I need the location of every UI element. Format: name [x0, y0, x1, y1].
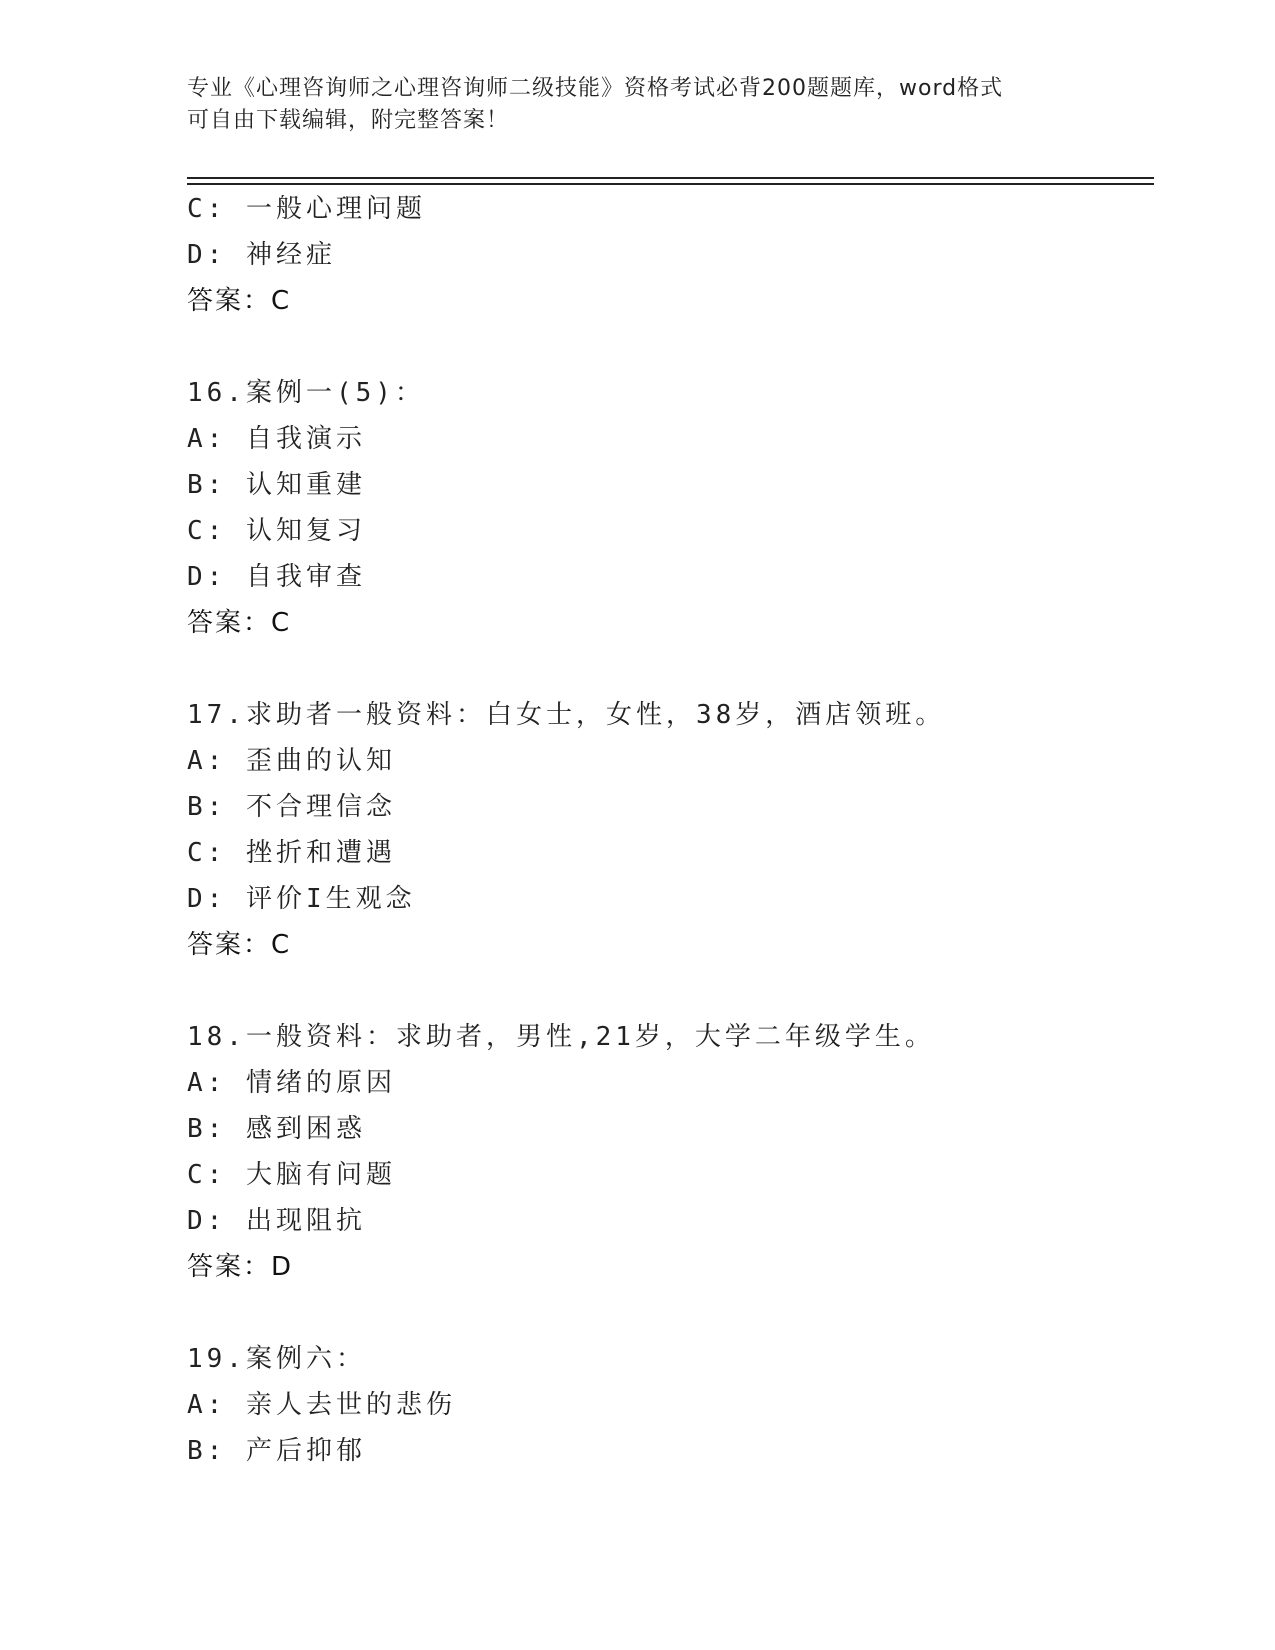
question-text: 17.求助者一般资料：白女士，女性，38岁，酒店领班。 — [187, 700, 946, 730]
header-divider-bottom — [187, 183, 1154, 185]
option-a: A: 歪曲的认知 — [187, 746, 396, 776]
option-c: C: 认知复习 — [187, 516, 366, 546]
header-divider-top — [187, 177, 1154, 179]
header-title-line-2: 可自由下载编辑，附完整答案！ — [187, 108, 510, 133]
option-b: B: 不合理信念 — [187, 792, 396, 822]
question-text: 16.案例一(5)： — [187, 378, 425, 408]
option-d: D: 自我审查 — [187, 562, 366, 592]
answer-line: 答案：C — [187, 286, 292, 316]
option-c: C: 大脑有问题 — [187, 1160, 396, 1190]
question-text: 19.案例六： — [187, 1344, 366, 1374]
option-b: B: 认知重建 — [187, 470, 366, 500]
spacer — [187, 646, 1147, 692]
answer-line: 答案：C — [187, 930, 292, 960]
answer-line: 答案：C — [187, 608, 292, 638]
question-block-17 — [187, 692, 1147, 968]
question-block-19 — [187, 1336, 1147, 1474]
header-title-line-1: 专业《心理咨询师之心理咨询师二级技能》资格考试必背200题题库，word格式 — [187, 76, 1004, 101]
option-a: A: 自我演示 — [187, 424, 366, 454]
question-block-15 — [187, 186, 1147, 324]
option-d: D: 评价I生观念 — [187, 884, 416, 914]
question-block-18 — [187, 1014, 1147, 1290]
option-b: B: 产后抑郁 — [187, 1436, 366, 1466]
question-text: 18.一般资料：求助者，男性,21岁，大学二年级学生。 — [187, 1022, 935, 1052]
spacer — [187, 968, 1147, 1014]
question-block-16 — [187, 370, 1147, 646]
option-a: A: 情绪的原因 — [187, 1068, 396, 1098]
spacer — [187, 1290, 1147, 1336]
spacer — [187, 324, 1147, 370]
answer-line: 答案：D — [187, 1252, 294, 1282]
option-b: B: 感到困惑 — [187, 1114, 366, 1144]
option-d: D: 神经症 — [187, 240, 336, 270]
option-c: C: 一般心理问题 — [187, 194, 426, 224]
document-header — [187, 73, 1067, 137]
option-d: D: 出现阻抗 — [187, 1206, 366, 1236]
option-a: A: 亲人去世的悲伤 — [187, 1390, 456, 1420]
question-list — [187, 186, 1147, 1474]
option-c: C: 挫折和遭遇 — [187, 838, 396, 868]
